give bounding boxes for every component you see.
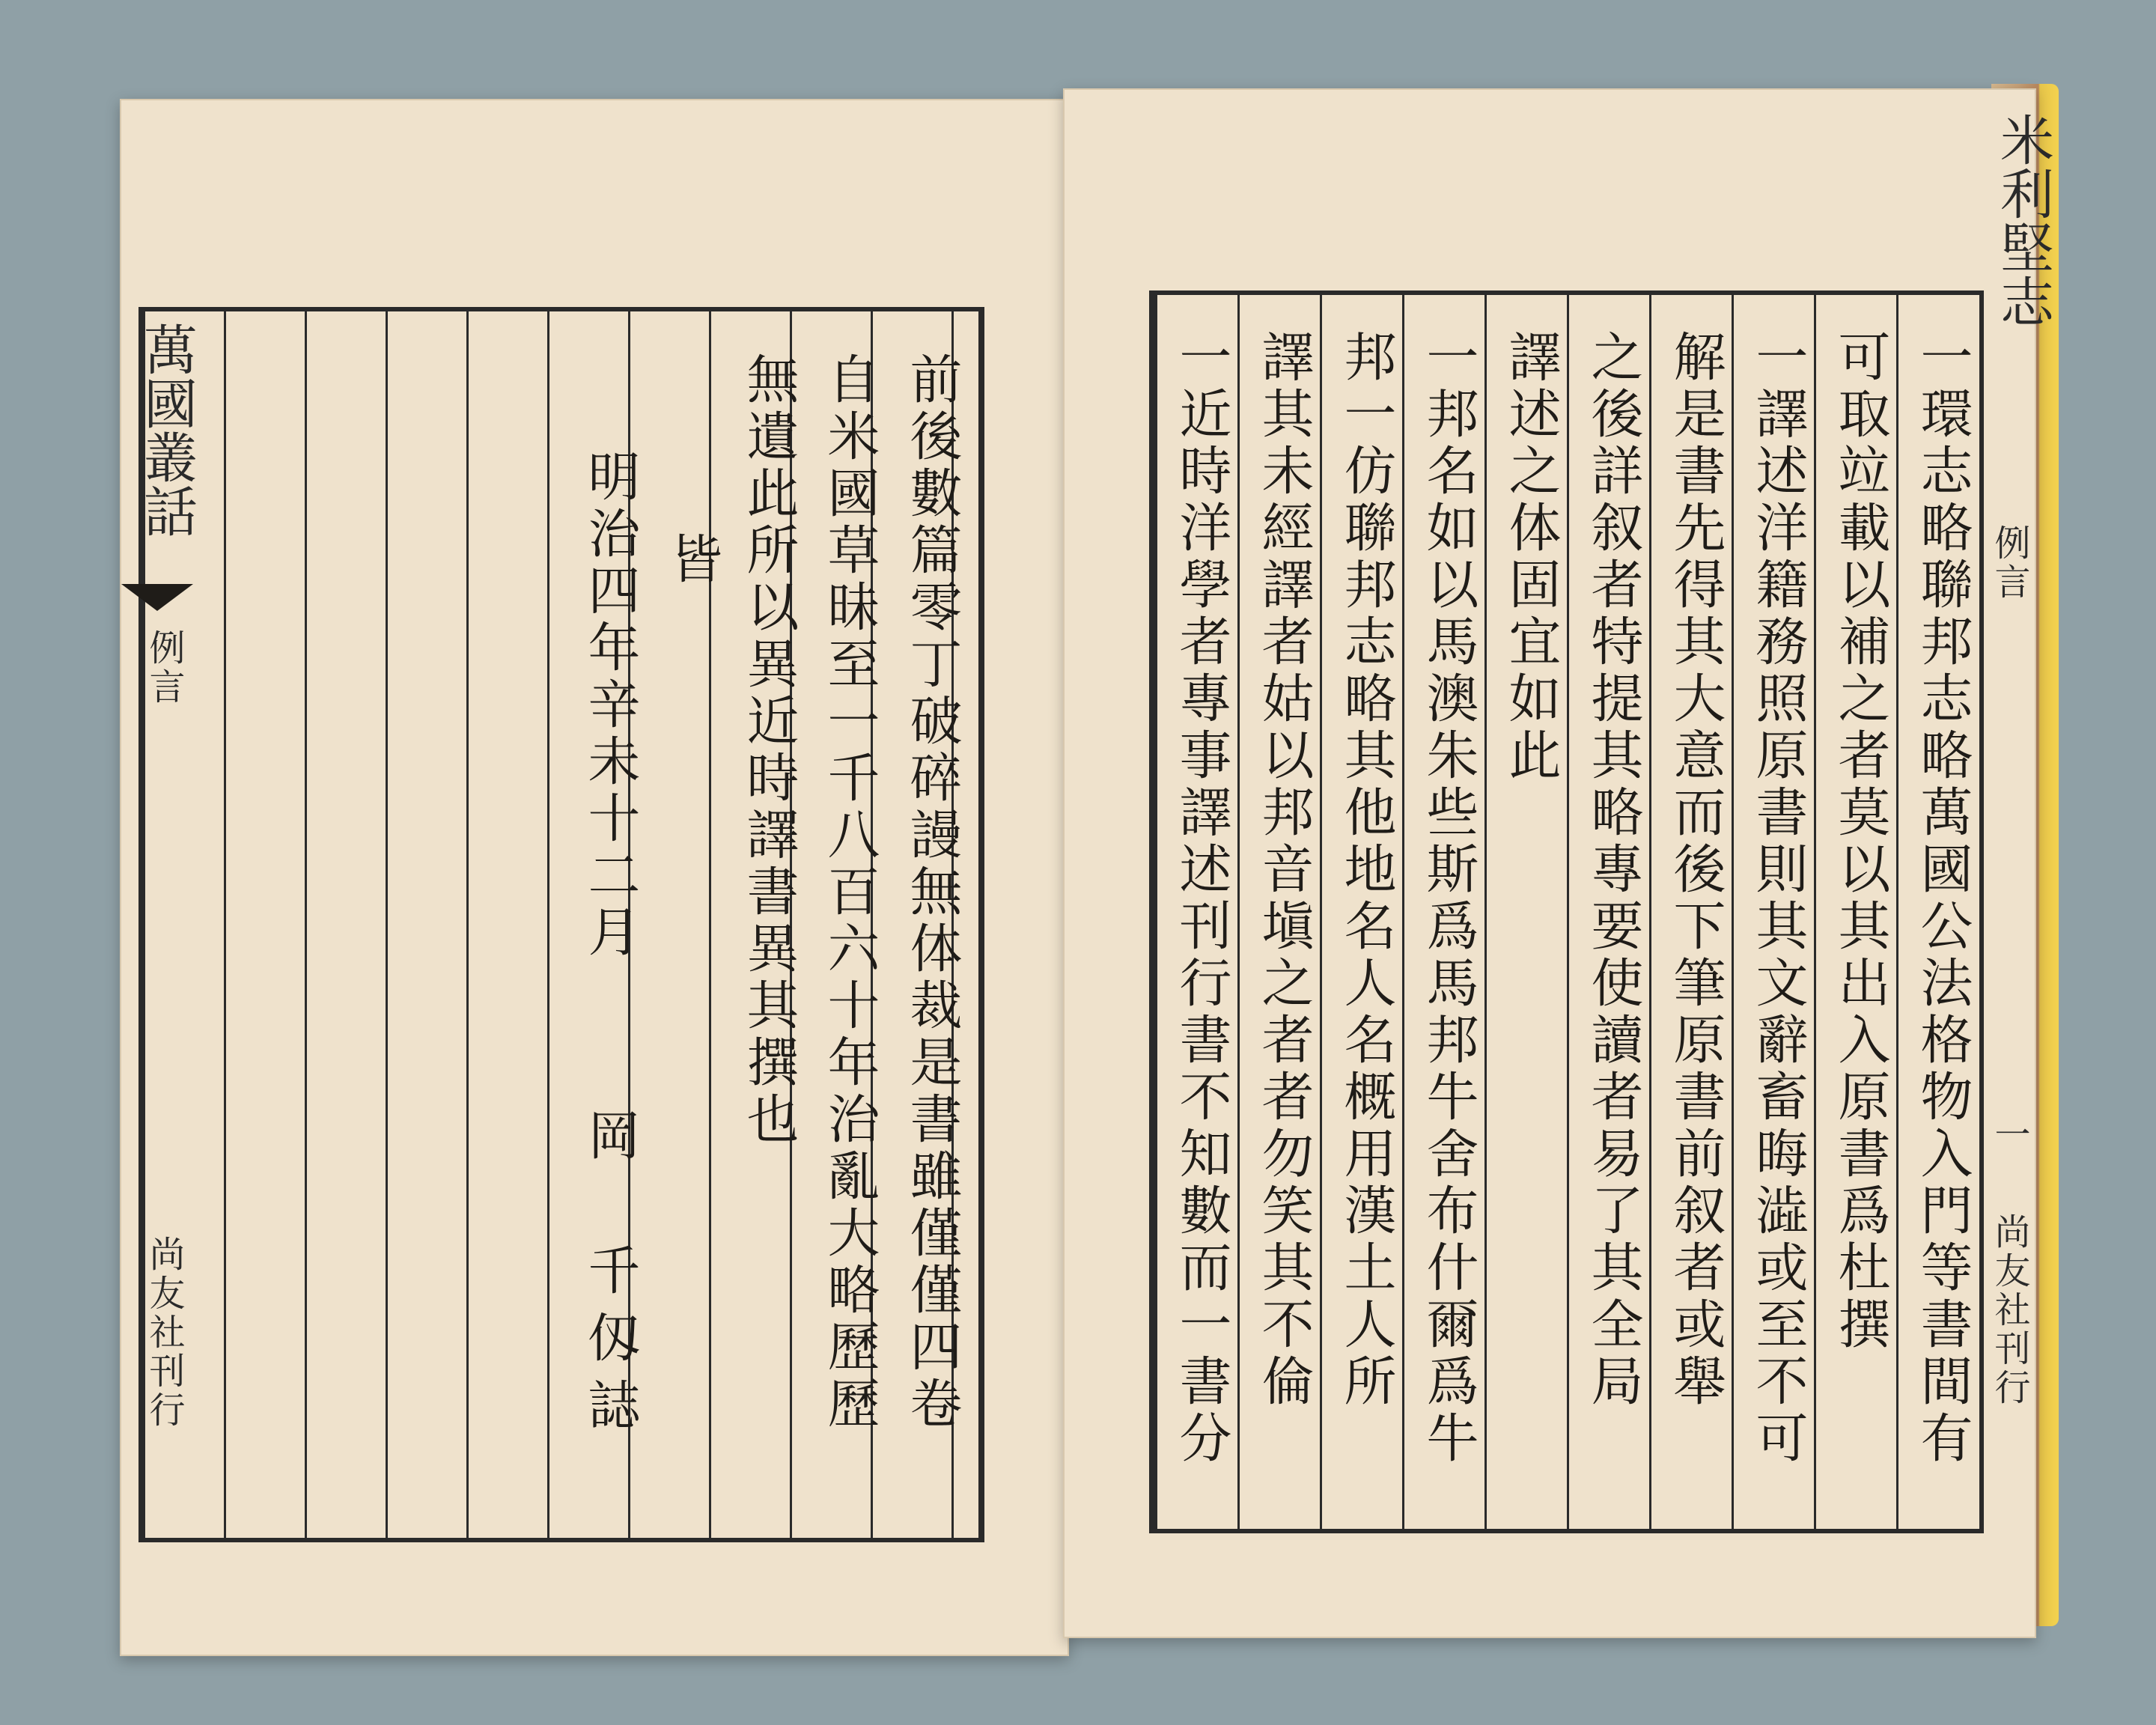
column-rule (1814, 295, 1816, 1529)
column-rule (1155, 295, 1157, 1529)
column-rule (1320, 295, 1322, 1529)
right-text-column: 之後詳叙者特提其略專要使讀者易了其全局 (1583, 329, 1644, 1411)
right-text-column: 可取竝載以補之者莫以其出入原書爲杜撰 (1830, 329, 1891, 1354)
column-rule (1402, 295, 1404, 1529)
right-text-column: 邦一仿聯邦志略其他地名人名概用漢土人所 (1336, 329, 1397, 1411)
author-signature: 岡 千仭誌 (579, 1108, 641, 1445)
right-text-column: 一邦名如以馬澳朱些斯爲馬邦牛舍布什爾爲牛 (1418, 329, 1479, 1467)
column-rule (1484, 295, 1487, 1529)
column-rule (224, 311, 226, 1538)
date-line: 明治四年辛未十二月 (579, 449, 641, 961)
right-margin-publisher: 尚友社刊行 (1988, 1213, 2030, 1408)
column-rule (1237, 295, 1240, 1529)
left-text-column: 前後數篇零丁破碎謾無体裁是書雖僅僅四卷 (901, 352, 963, 1433)
column-rule (1896, 295, 1898, 1529)
left-text-column: 自米國草昧至一千八百六十年治亂大略歷歷 (819, 352, 880, 1433)
right-margin-title: 米利堅志 (1991, 112, 2054, 328)
column-rule (1567, 295, 1569, 1529)
right-margin-section: 例言 (1988, 524, 2030, 602)
column-rule (386, 311, 388, 1538)
right-text-column: 一近時洋學者專事譯述刊行書不知數而一書分 (1171, 329, 1232, 1467)
left-margin-publisher: 尚友社刊行 (143, 1235, 185, 1430)
left-text-column: 無遺此所以異近時譯書異其撰也 (738, 352, 800, 1149)
left-margin-section: 例言 (143, 629, 185, 707)
column-rule (466, 311, 469, 1538)
left-text-column: 皆 (662, 532, 723, 588)
right-text-column: 譯述之体固宜如此 (1500, 329, 1562, 785)
column-rule (709, 311, 711, 1538)
column-rule (1649, 295, 1651, 1529)
column-rule (547, 311, 549, 1538)
left-margin-title: 萬國叢話 (135, 322, 198, 538)
right-text-column: 一環志略聯邦志略萬國公法格物入門等書間有 (1912, 329, 1973, 1467)
column-rule (305, 311, 307, 1538)
column-rule (1732, 295, 1734, 1529)
right-text-column: 解是書先得其大意而後下筆原書前叙者或舉 (1665, 329, 1726, 1411)
right-text-column: 譯其未經譯者姑以邦音塡之者者勿笑其不倫 (1253, 329, 1315, 1411)
right-margin-page: 一 (1988, 1116, 2030, 1154)
right-text-column: 一譯述洋籍務照原書則其文辭畜晦澁或至不可 (1747, 329, 1809, 1467)
fishtail-mark (121, 584, 193, 611)
